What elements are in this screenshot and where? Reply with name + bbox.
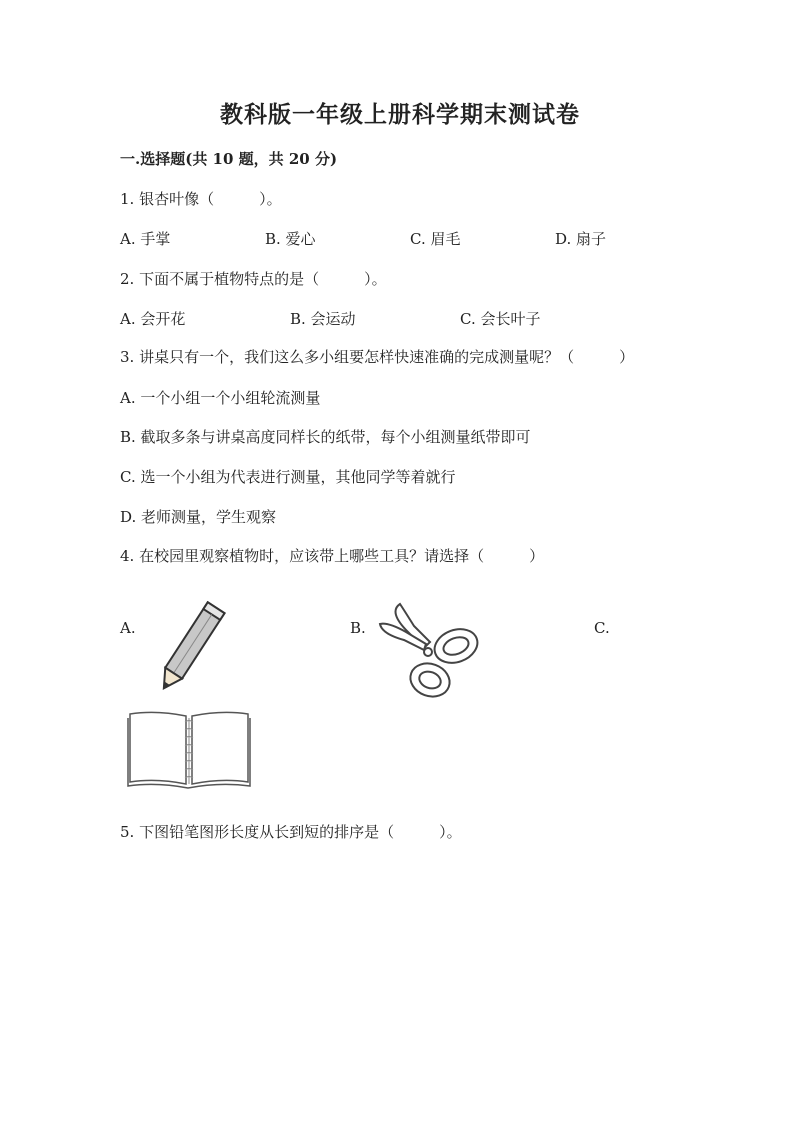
question-2-option-a: A. 会开花 [120, 310, 186, 328]
pencil-icon [150, 596, 230, 700]
section-heading: 一.选择题(共 10 题，共 20 分) [120, 150, 338, 168]
page-title: 教科版一年级上册科学期末测试卷 [220, 101, 580, 128]
question-1-option-b: B. 爱心 [265, 230, 316, 248]
question-4-stem: 4. 在校园里观察植物时，应该带上哪些工具？请选择（ ） [120, 547, 545, 565]
question-1-option-a: A. 手掌 [120, 230, 171, 248]
notebook-icon [126, 708, 252, 790]
scissors-icon [378, 600, 482, 700]
question-4-option-b: B. [350, 619, 366, 637]
question-2-option-c: C. 会长叶子 [460, 310, 541, 328]
question-3-option-a: A. 一个小组一个小组轮流测量 [120, 389, 321, 407]
question-4-option-a: A. [120, 619, 136, 637]
question-1-option-d: D. 扇子 [555, 230, 607, 248]
question-2-stem: 2. 下面不属于植物特点的是（ ）。 [120, 270, 387, 288]
question-3-option-d: D. 老师测量，学生观察 [120, 508, 277, 526]
question-3-option-c: C. 选一个小组为代表进行测量，其他同学等着就行 [120, 468, 456, 486]
question-4-option-c: C. [594, 619, 610, 637]
question-3-option-b: B. 截取多条与讲桌高度同样长的纸带，每个小组测量纸带即可 [120, 428, 531, 446]
question-3-stem: 3. 讲桌只有一个，我们这么多小组要怎样快速准确的完成测量呢？（ ） [120, 348, 635, 366]
question-5-stem: 5. 下图铅笔图形长度从长到短的排序是（ ）。 [120, 823, 462, 841]
question-1-option-c: C. 眉毛 [410, 230, 461, 248]
question-2-option-b: B. 会运动 [290, 310, 356, 328]
question-1-stem: 1. 银杏叶像（ ）。 [120, 190, 282, 208]
